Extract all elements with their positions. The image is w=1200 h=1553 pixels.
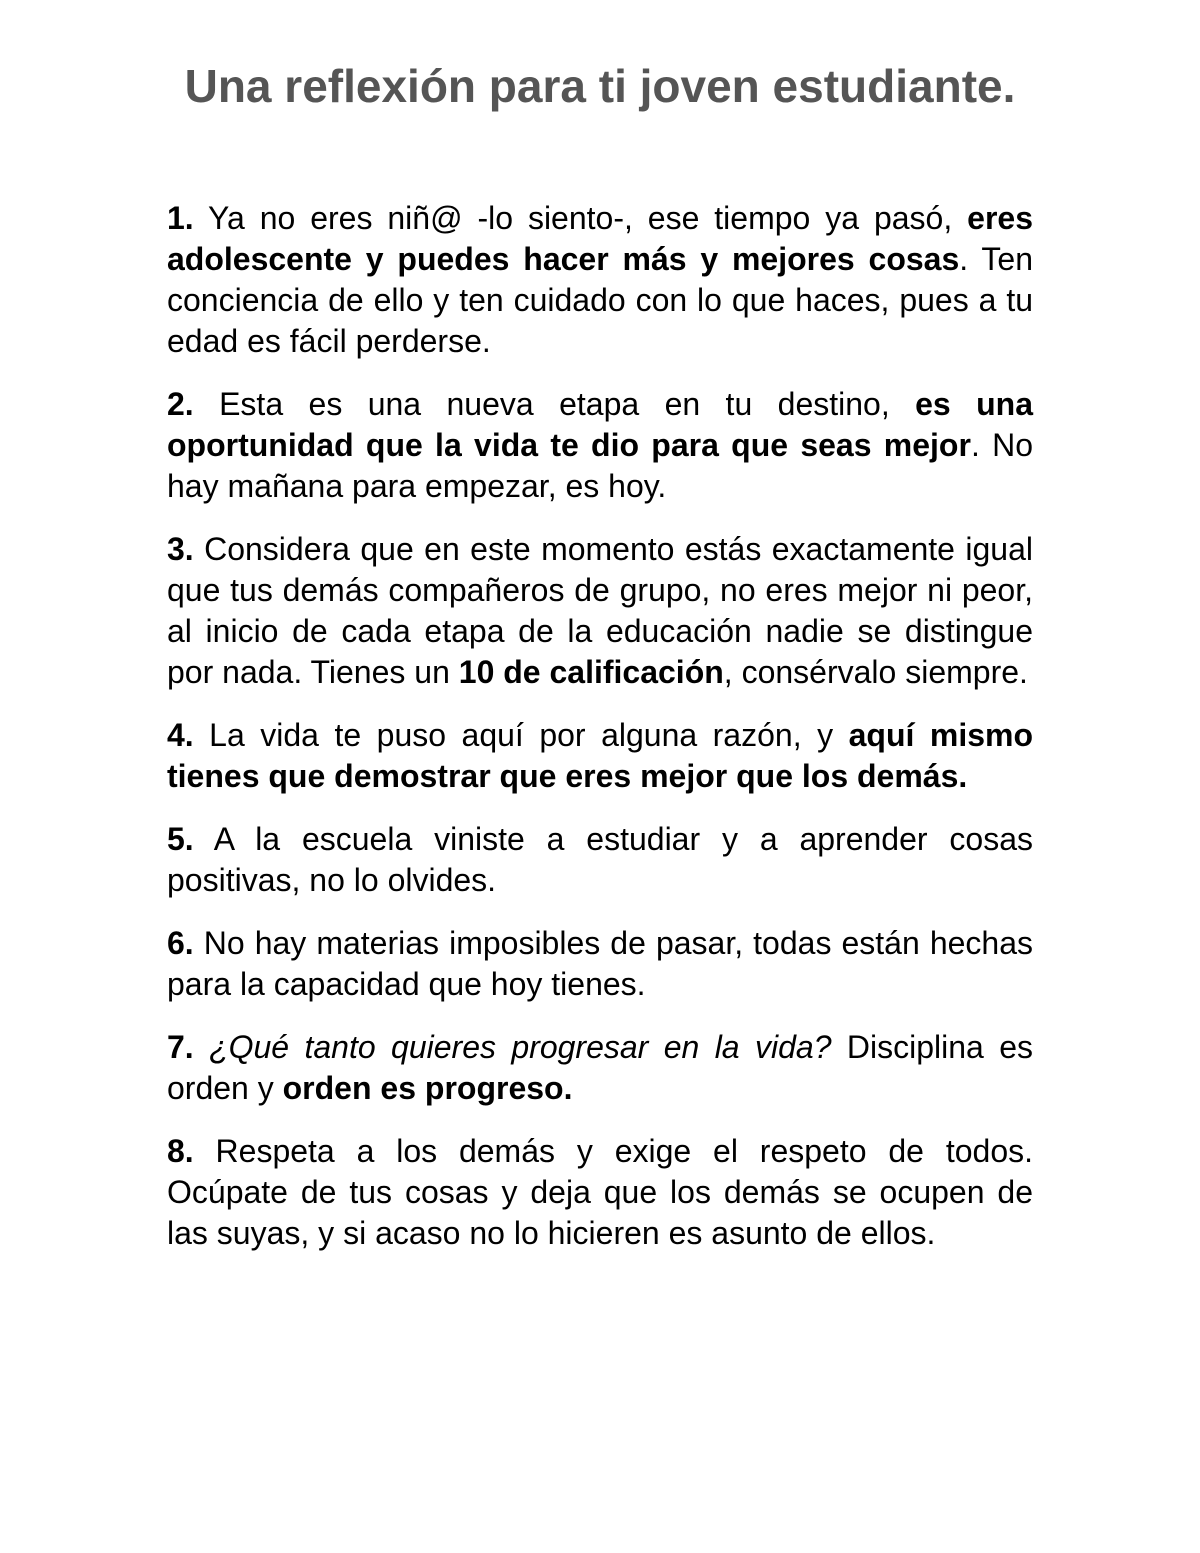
point-emphasis: es una oportunidad que la vida te dio para que seas mejor — [167, 386, 1034, 463]
point-number: 3. — [167, 531, 194, 567]
point-number: 5. — [167, 821, 194, 857]
reflection-point-2 — [167, 384, 1033, 507]
point-text: . Ten conciencia de ello y ten cuidado con lo que haces, pues a tu edad es fácil perderse. — [167, 241, 1034, 359]
point-text: No hay materias imposibles de pasar, todas están hechas para la capacidad que hoy tienes. — [167, 925, 1033, 1002]
page-title: Una reflexión para ti joven estudiante. — [184, 60, 1016, 112]
point-emphasis: orden es progreso. — [282, 1070, 573, 1106]
reflection-point-1 — [167, 198, 1033, 362]
point-text: Ya no eres niñ@ -lo siento-, ese tiempo ya pasó, — [193, 200, 968, 236]
point-emphasis: 10 de calificación — [458, 654, 724, 690]
point-number: 2. — [167, 386, 194, 422]
point-text: Respeta a los demás y exige el respeto de todos. Ocúpate de tus cosas y deja que los demás se ocupen de las suyas, y si acaso no lo hicieren es asunto de ellos. — [167, 1133, 1033, 1251]
point-text: Disciplina es orden y — [167, 1029, 1034, 1106]
point-text: . No hay mañana para empezar, es hoy. — [167, 427, 1034, 504]
reflection-point-7 — [167, 1027, 1033, 1109]
point-number: 6. — [167, 925, 194, 961]
point-number: 8. — [167, 1133, 194, 1169]
point-number: 7. — [167, 1029, 194, 1065]
point-number: 1. — [167, 200, 194, 236]
reflection-point-3 — [167, 529, 1033, 693]
point-number: 4. — [167, 717, 194, 753]
point-text: Esta es una nueva etapa en tu destino, — [193, 386, 916, 422]
point-text: A la escuela viniste a estudiar y a aprender cosas positivas, no lo olvides. — [167, 821, 1033, 898]
point-text: Considera que en este momento estás exactamente igual que tus demás compañeros de grupo, no eres mejor ni peor, al inicio de cada etapa de la educación nadie se distingue por nada. Tienes un — [167, 531, 1033, 690]
point-question: ¿Qué tanto quieres progresar en la vida? — [193, 1029, 832, 1065]
reflection-point-4 — [167, 715, 1033, 797]
reflection-point-6 — [167, 923, 1033, 1005]
point-emphasis: eres adolescente y puedes hacer más y mejores cosas — [167, 200, 1033, 277]
point-emphasis: aquí mismo tienes que demostrar que eres mejor que los demás. — [167, 717, 1034, 794]
reflection-list — [167, 198, 1033, 1276]
reflection-point-8 — [167, 1131, 1033, 1254]
point-text: , consérvalo siempre. — [723, 654, 1028, 690]
point-text: La vida te puso aquí por alguna razón, y — [193, 717, 849, 753]
reflection-point-5 — [167, 819, 1033, 901]
